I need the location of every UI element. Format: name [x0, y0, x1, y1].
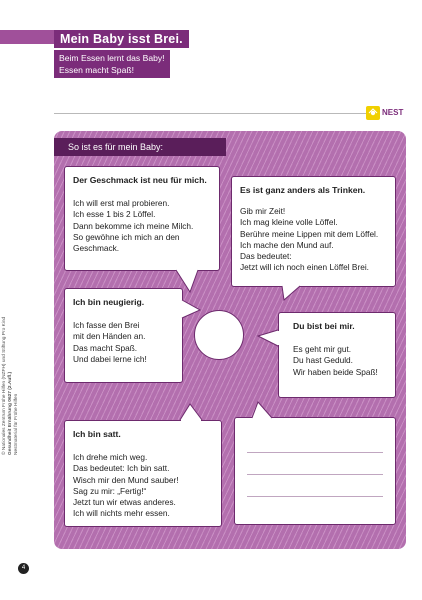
- bubble-heading: Der Geschmack ist neu für mich.: [73, 175, 207, 185]
- bubble-heading: Es ist ganz anders als Trinken.: [240, 185, 366, 195]
- page-subtitle: [54, 50, 170, 78]
- bubble-line: Du hast Geduld.: [293, 355, 353, 366]
- bubble-line: Das bedeutet: Ich bin satt.: [73, 463, 170, 474]
- write-in-line[interactable]: [247, 496, 383, 497]
- speech-bubble-drinking: [231, 176, 396, 287]
- page-number: 4: [18, 563, 29, 574]
- bubble-line: So gewöhne ich mich an den: [73, 231, 180, 242]
- header-accent-band: [0, 30, 54, 44]
- write-in-line[interactable]: [247, 452, 383, 453]
- nest-logo-icon: [366, 106, 380, 120]
- bubble-line: Gib mir Zeit!: [240, 206, 286, 217]
- nest-logo-text: NEST: [382, 108, 404, 117]
- nest-logo: [366, 105, 406, 120]
- speech-bubble-write-in[interactable]: [234, 417, 396, 525]
- subtitle-line: Essen macht Spaß!: [59, 65, 134, 75]
- bubble-line: Ich will erst mal probieren.: [73, 198, 170, 209]
- photo-circle: [194, 310, 244, 360]
- credit-line: Gesundheit Ernährung 0627 (2.Aufl.): [8, 371, 13, 455]
- bubble-tail: [180, 404, 206, 422]
- side-credit: [2, 316, 20, 455]
- credit-line: Nestmaterial für Frühe Hilfen: [14, 393, 19, 455]
- bubble-line: Sag zu mir: „Fertig!“: [73, 485, 147, 496]
- bubble-line: mit den Händen an.: [73, 331, 146, 342]
- header-divider: [54, 113, 366, 114]
- bubble-line: Ich will nichts mehr essen.: [73, 508, 170, 519]
- speech-bubble-taste: [64, 166, 220, 271]
- bubble-line: Ich fasse den Brei: [73, 320, 140, 331]
- bubble-tail: [282, 286, 312, 302]
- bubble-line: Ich esse 1 bis 2 Löffel.: [73, 209, 156, 220]
- credit-line: © Nationales Zentrum Frühe Hilfen (NZFH) und Stiftung Pro Kind: [2, 316, 7, 455]
- speech-bubble-curious: [64, 288, 183, 383]
- write-in-line[interactable]: [247, 474, 383, 475]
- bubble-heading: Du bist bei mir.: [293, 321, 355, 331]
- panel-heading: So ist es für mein Baby:: [54, 138, 226, 156]
- bubble-heading: Ich bin neugierig.: [73, 297, 145, 307]
- bubble-line: Berühre meine Lippen mit dem Löffel.: [240, 228, 379, 239]
- speech-bubble-with-me: [278, 312, 396, 398]
- page-title: Mein Baby isst Brei.: [54, 30, 189, 48]
- bubble-line: Ich mag kleine volle Löffel.: [240, 217, 338, 228]
- bubble-line: Dann bekomme ich meine Milch.: [73, 220, 194, 231]
- bubble-line: Wisch mir den Mund sauber!: [73, 474, 179, 485]
- bubble-line: Und dabei lerne ich!: [73, 353, 147, 364]
- bubble-line: Es geht mir gut.: [293, 344, 352, 355]
- speech-bubble-full: [64, 420, 222, 527]
- bubble-line: Jetzt will ich noch einen Löffel Brei.: [240, 262, 369, 273]
- bubble-line: Ich drehe mich weg.: [73, 452, 148, 463]
- bubble-line: Das bedeutet:: [240, 251, 292, 262]
- bubble-tail: [252, 402, 278, 420]
- bubble-line: Ich mache den Mund auf.: [240, 239, 334, 250]
- subtitle-line: Beim Essen lernt das Baby!: [59, 53, 165, 63]
- bubble-line: Jetzt tun wir etwas anderes.: [73, 497, 176, 508]
- bubble-line: Das macht Spaß.: [73, 342, 138, 353]
- bubble-tail: [258, 330, 280, 352]
- bubble-line: Wir haben beide Spaß!: [293, 366, 378, 377]
- bubble-heading: Ich bin satt.: [73, 429, 121, 439]
- bubble-line: Geschmack.: [73, 243, 120, 254]
